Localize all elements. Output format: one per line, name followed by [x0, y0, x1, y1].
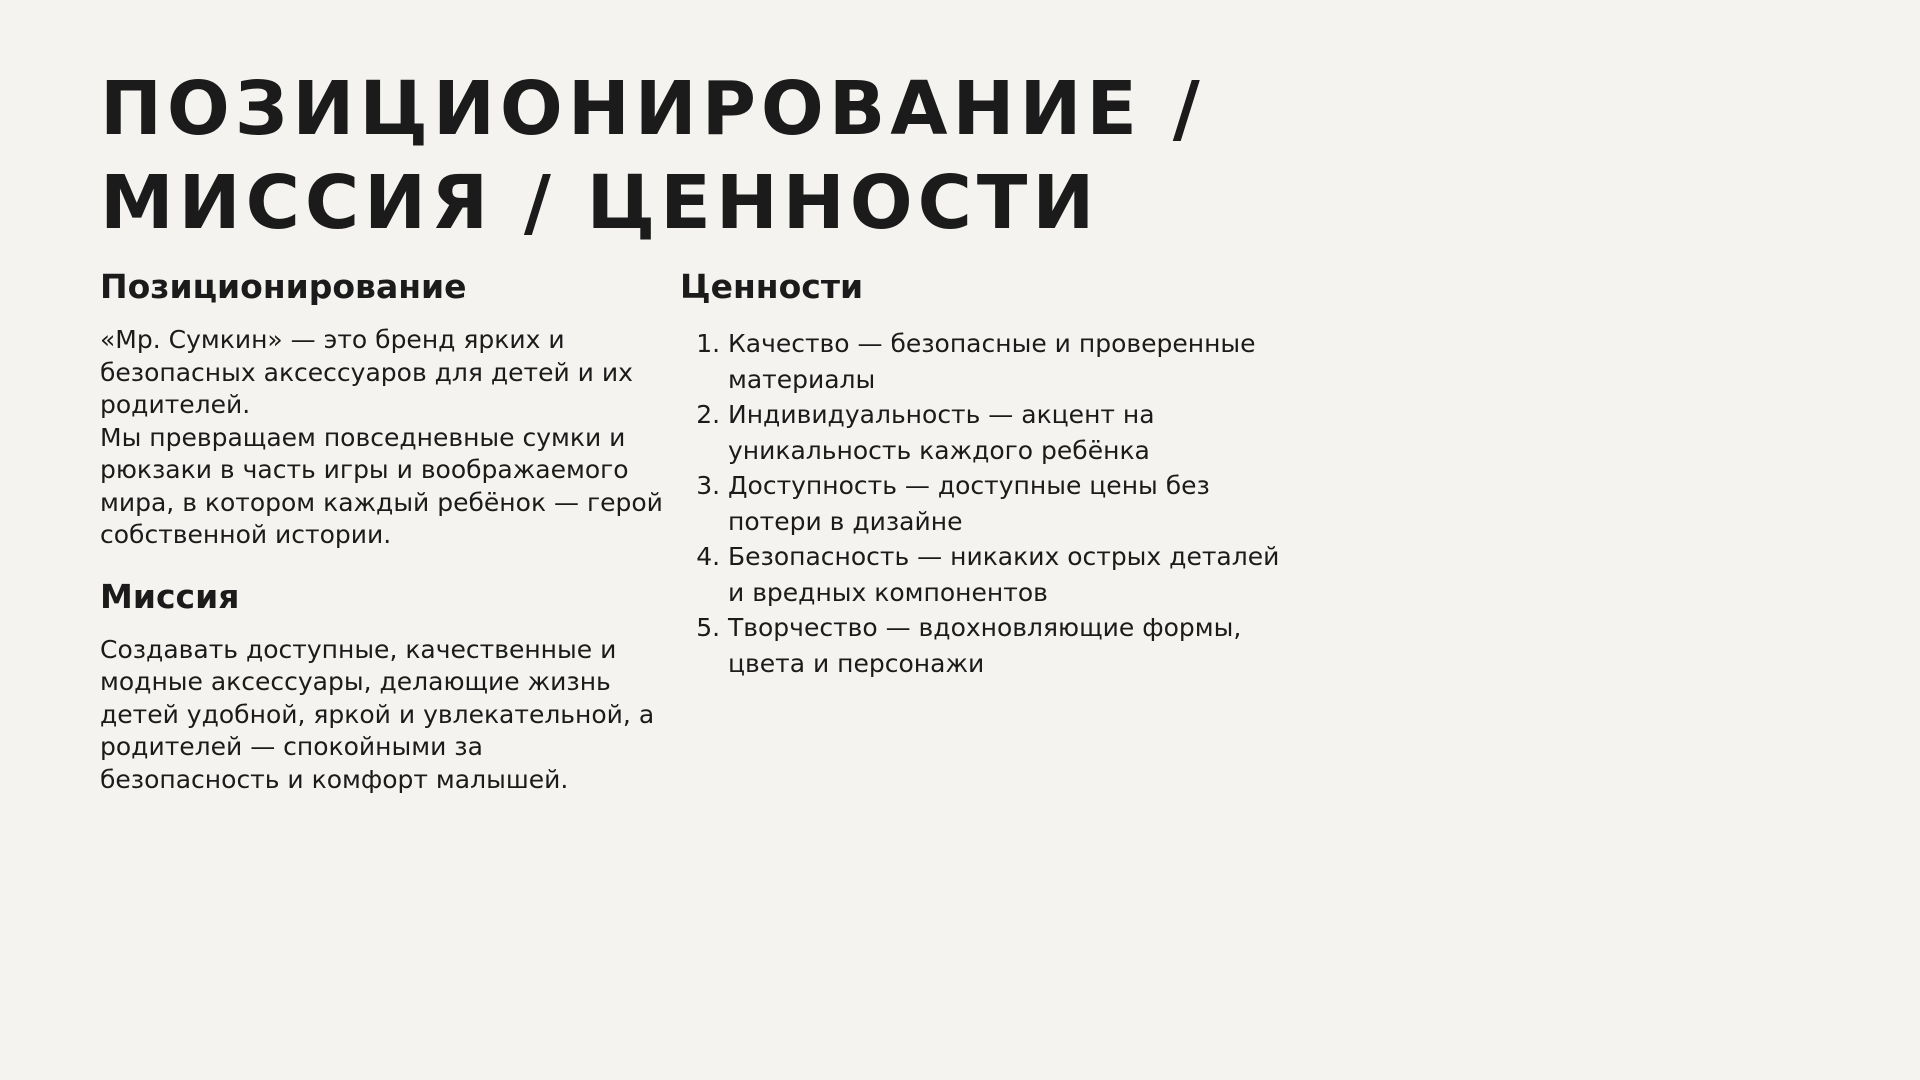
positioning-paragraph-2: Мы превращаем повседневные сумки и рюкзаки в часть игры и воображаемого мира, в котором каждый ребёнок — герой собственной истории.	[100, 422, 663, 549]
slide-title: ПОЗИЦИОНИРОВАНИЕ / МИССИЯ / ЦЕННОСТИ	[100, 66, 1205, 246]
mission-heading: Миссия	[100, 576, 240, 616]
positioning-heading: Позиционирование	[100, 267, 467, 306]
mission-paragraph: Создавать доступные, качественные и модные аксессуары, делающие жизнь детей удобной, яркой и увлекательной, а родителей — спокойными за безопасность и комфорт малышей.	[100, 634, 655, 794]
values-list-item: 2. Индивидуальность — акцент на уникальность каждого ребёнка	[728, 397, 1280, 468]
left-column	[100, 260, 670, 796]
mission-text	[100, 634, 670, 797]
positioning-paragraph-1: «Мр. Сумкин» — это бренд ярких и безопасных аксессуаров для детей и их родителей.	[100, 325, 633, 419]
values-list-item: 3. Доступность — доступные цены без потери в дизайне	[728, 468, 1280, 539]
values-list-item: 4. Безопасность — никаких острых деталей и вредных компонентов	[728, 539, 1280, 610]
values-heading: Ценности	[680, 267, 864, 306]
positioning-text	[100, 324, 670, 552]
right-column	[680, 260, 1280, 681]
values-list	[680, 326, 1280, 681]
values-list-item: 1. Качество — безопасные и проверенные материалы	[728, 326, 1280, 397]
values-list-item: 5. Творчество — вдохновляющие формы, цвета и персонажи	[728, 610, 1280, 681]
